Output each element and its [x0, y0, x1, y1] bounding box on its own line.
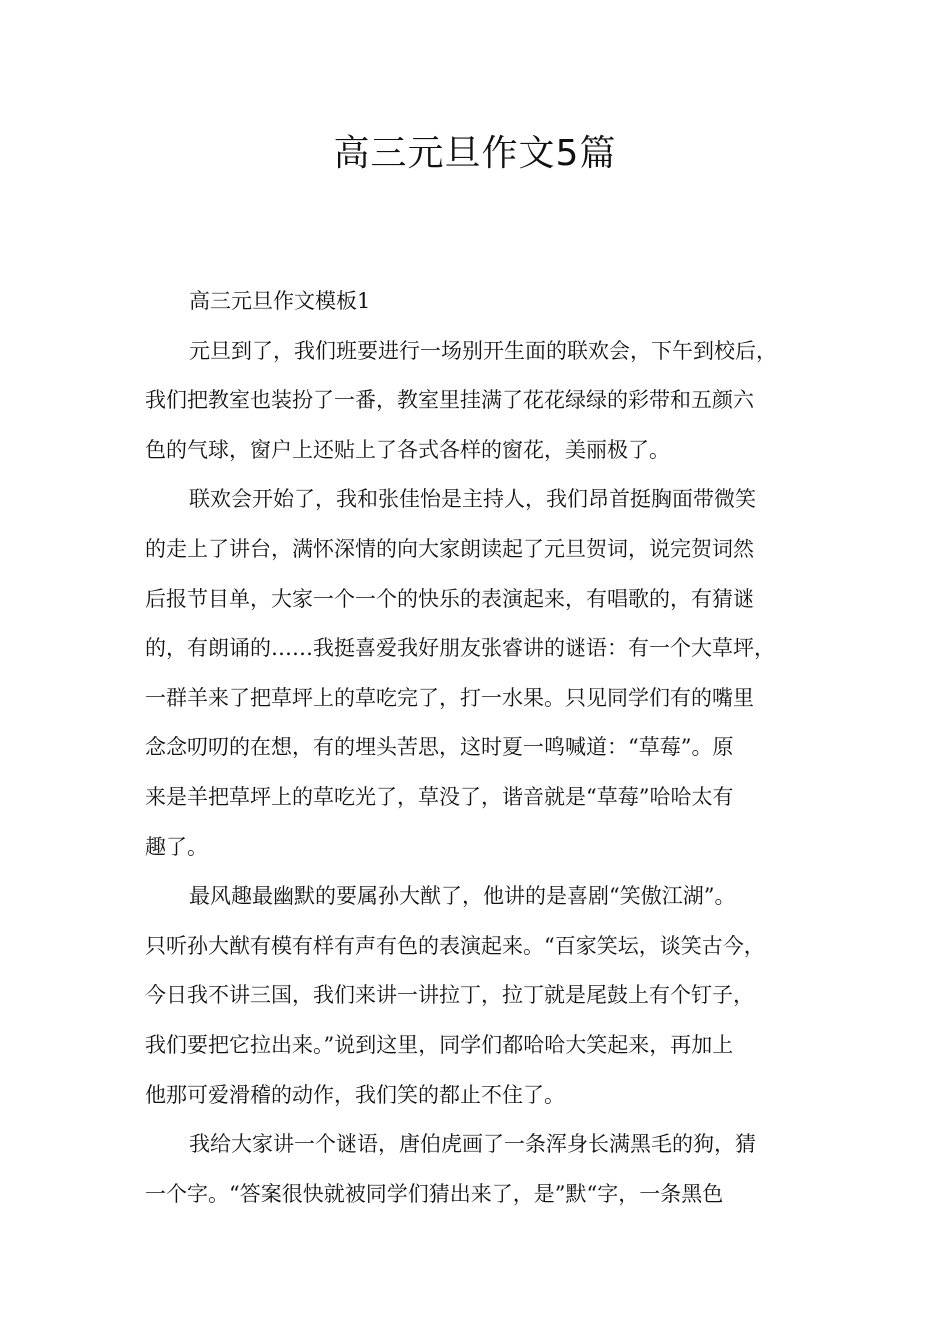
paragraph-line: 后报节目单，大家一个一个的快乐的表演起来，有唱歌的，有猜谜 — [145, 586, 754, 611]
paragraph-line: 来是羊把草坪上的草吃光了，草没了，谐音就是“草莓”哈哈太有 — [145, 784, 734, 809]
paragraph-line: 他那可爱滑稽的动作，我们笑的都止不住了。 — [145, 1082, 565, 1107]
paragraph-line: 我们要把它拉出来。”说到这里，同学们都哈哈大笑起来，再加上 — [145, 1032, 734, 1057]
paragraph-4 — [145, 1120, 825, 1219]
document-title: 高三元旦作文5篇 — [333, 133, 617, 174]
paragraph-line: 一个字。“答案很快就被同学们猜出来了，是”默“字，一条黑色 — [145, 1181, 724, 1206]
section-heading — [145, 277, 825, 327]
paragraph-line: 联欢会开始了，我和张佳怡是主持人，我们昂首挺胸面带微笑 — [189, 487, 756, 512]
paragraph-line: 今日我不讲三国，我们来讲一讲拉丁，拉丁就是尾鼓上有个钉子， — [145, 983, 754, 1008]
document-body — [145, 277, 825, 1219]
paragraph-line: 趣了。 — [145, 834, 208, 859]
paragraph-line: 我给大家讲一个谜语，唐伯虎画了一条浑身长满黑毛的狗，猜 — [189, 1132, 756, 1157]
paragraph-line: 一群羊来了把草坪上的草吃完了，打一水果。只见同学们有的嘴里 — [145, 685, 754, 710]
paragraph-2 — [145, 475, 825, 872]
paragraph-3 — [145, 872, 825, 1120]
paragraph-line: 只听孙大猷有模有样有声有色的表演起来。“百家笑坛，谈笑古今， — [145, 933, 765, 958]
paragraph-line: 的走上了讲台，满怀深情的向大家朗读起了元旦贺词，说完贺词然 — [145, 536, 754, 561]
paragraph-line: 色的气球，窗户上还贴上了各式各样的窗花，美丽极了。 — [145, 437, 670, 462]
section-heading-text: 高三元旦作文模板1 — [189, 289, 371, 313]
paragraph-1 — [145, 327, 825, 476]
paragraph-line: 念念叨叨的在想，有的埋头苦思，这时夏一鸣喊道：“草莓”。原 — [145, 735, 734, 760]
paragraph-line: 的，有朗诵的……我挺喜爱我好朋友张睿讲的谜语：有一个大草坪， — [145, 636, 775, 661]
paragraph-line: 我们把教室也装扮了一番，教室里挂满了花花绿绿的彩带和五颜六 — [145, 388, 754, 413]
paragraph-line: 最风趣最幽默的要属孙大猷了，他讲的是喜剧“笑傲江湖”。 — [189, 884, 736, 909]
paragraph-line: 元旦到了，我们班要进行一场别开生面的联欢会，下午到校后， — [189, 338, 777, 363]
